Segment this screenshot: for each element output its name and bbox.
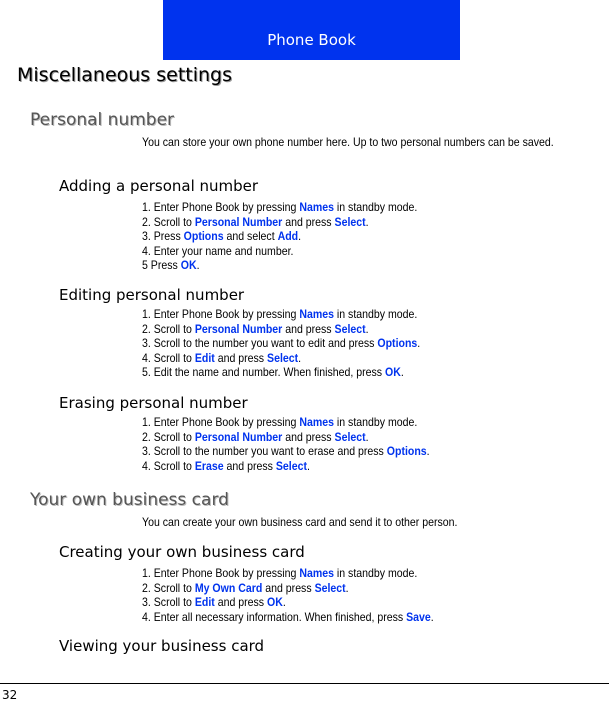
step-item: [142, 459, 430, 474]
step-text: .: [430, 609, 434, 624]
step-text: in standby mode.: [333, 307, 418, 321]
key-label: OK: [385, 365, 401, 379]
step-text: 3. Press: [142, 229, 184, 243]
step-text: 4. Scroll to: [142, 350, 195, 365]
key-label: Add: [277, 229, 299, 243]
step-text: and press: [214, 350, 268, 365]
step-item: [142, 307, 420, 322]
step-text: .: [298, 229, 302, 243]
step-text: 3. Scroll to the number you want to erase and press: [142, 444, 387, 458]
key-label: OK: [180, 258, 197, 272]
section-intro: You can create your own business card and send it to other person.: [142, 515, 458, 529]
step-item: [142, 351, 420, 366]
step-item: [142, 200, 417, 215]
key-label: Select: [334, 214, 366, 229]
step-text: .: [400, 365, 404, 379]
step-text: 2. Scroll to: [142, 429, 195, 444]
step-item: [142, 336, 420, 351]
step-text: .: [298, 350, 302, 365]
key-label: My Own Card: [194, 580, 263, 595]
key-label: OK: [267, 595, 283, 609]
step-text: .: [365, 429, 369, 444]
step-text: .: [345, 580, 349, 595]
step-text: and press: [262, 580, 315, 595]
key-label: Select: [267, 350, 299, 365]
step-text: and press: [214, 595, 268, 609]
step-text: .: [196, 258, 200, 272]
step-item: [142, 610, 434, 625]
step-text: .: [365, 214, 369, 229]
subsection-heading: Viewing your business card: [59, 637, 265, 655]
key-label: Edit: [194, 595, 215, 609]
step-list: [142, 566, 434, 624]
key-label: Personal Number: [194, 214, 283, 229]
step-item: [142, 581, 434, 596]
step-text: 4. Scroll to: [142, 458, 195, 473]
key-label: Names: [299, 566, 334, 580]
step-text: 2. Scroll to: [142, 580, 195, 595]
key-label: Options: [386, 444, 427, 458]
page-title: Miscellaneous settings: [17, 64, 233, 86]
step-text: in standby mode.: [333, 415, 418, 429]
key-label: Select: [314, 580, 346, 595]
key-label: Names: [299, 307, 334, 321]
key-label: Save: [406, 609, 431, 624]
step-item: [142, 566, 434, 581]
step-text: 5. Edit the name and number. When finished, press: [142, 365, 386, 379]
step-text: in standby mode.: [333, 566, 418, 580]
step-text: .: [426, 444, 430, 458]
step-item: [142, 595, 434, 610]
step-text: 5 Press: [142, 258, 181, 272]
step-text: and press: [223, 458, 276, 473]
step-item: [142, 258, 417, 273]
step-text: .: [365, 321, 369, 336]
key-label: Select: [334, 429, 366, 444]
step-item: [142, 430, 430, 445]
step-list: [142, 200, 417, 273]
key-label: Personal Number: [194, 321, 283, 336]
step-list: [142, 307, 420, 380]
key-label: Personal Number: [194, 429, 283, 444]
step-item: [142, 229, 417, 244]
step-item: [142, 365, 420, 380]
step-text: 2. Scroll to: [142, 214, 195, 229]
section-heading: Personal number: [30, 110, 175, 130]
key-label: Names: [299, 415, 334, 429]
step-item: [142, 215, 417, 230]
section-heading: Your own business card: [30, 490, 229, 510]
header-tab: Phone Book: [163, 0, 460, 60]
key-label: Erase: [194, 458, 224, 473]
key-label: Select: [334, 321, 366, 336]
step-text: and press: [282, 214, 335, 229]
step-text: 4. Enter your name and number.: [142, 243, 294, 258]
step-text: 3. Scroll to: [142, 595, 195, 609]
subsection-heading: Adding a personal number: [59, 177, 259, 195]
step-text: .: [306, 458, 310, 473]
step-text: 1. Enter Phone Book by pressing: [142, 566, 300, 580]
subsection-heading: Erasing personal number: [59, 394, 248, 412]
step-text: .: [282, 595, 286, 609]
step-text: 3. Scroll to the number you want to edit and press: [142, 336, 378, 350]
key-label: Options: [377, 336, 418, 350]
step-text: and press: [282, 429, 335, 444]
subsection-heading: Creating your own business card: [59, 543, 305, 561]
key-label: Options: [183, 229, 224, 243]
step-text: 1. Enter Phone Book by pressing: [142, 307, 300, 321]
step-text: and press: [282, 321, 335, 336]
step-text: 1. Enter Phone Book by pressing: [142, 415, 300, 429]
step-list: [142, 415, 430, 473]
step-text: and select: [223, 229, 278, 243]
step-text: 2. Scroll to: [142, 321, 195, 336]
footer-divider: [0, 683, 609, 684]
page-number: 32: [2, 688, 18, 702]
subsection-heading: Editing personal number: [59, 286, 245, 304]
step-text: .: [417, 336, 421, 350]
step-item: [142, 322, 420, 337]
step-item: [142, 244, 417, 259]
step-text: 1. Enter Phone Book by pressing: [142, 200, 300, 214]
step-item: [142, 444, 430, 459]
step-text: 4. Enter all necessary information. When finished, press: [142, 609, 407, 624]
section-intro: You can store your own phone number here. Up to two personal numbers can be saved.: [142, 135, 554, 149]
step-text: in standby mode.: [333, 200, 418, 214]
key-label: Select: [275, 458, 307, 473]
key-label: Edit: [194, 350, 215, 365]
key-label: Names: [299, 200, 334, 214]
step-item: [142, 415, 430, 430]
